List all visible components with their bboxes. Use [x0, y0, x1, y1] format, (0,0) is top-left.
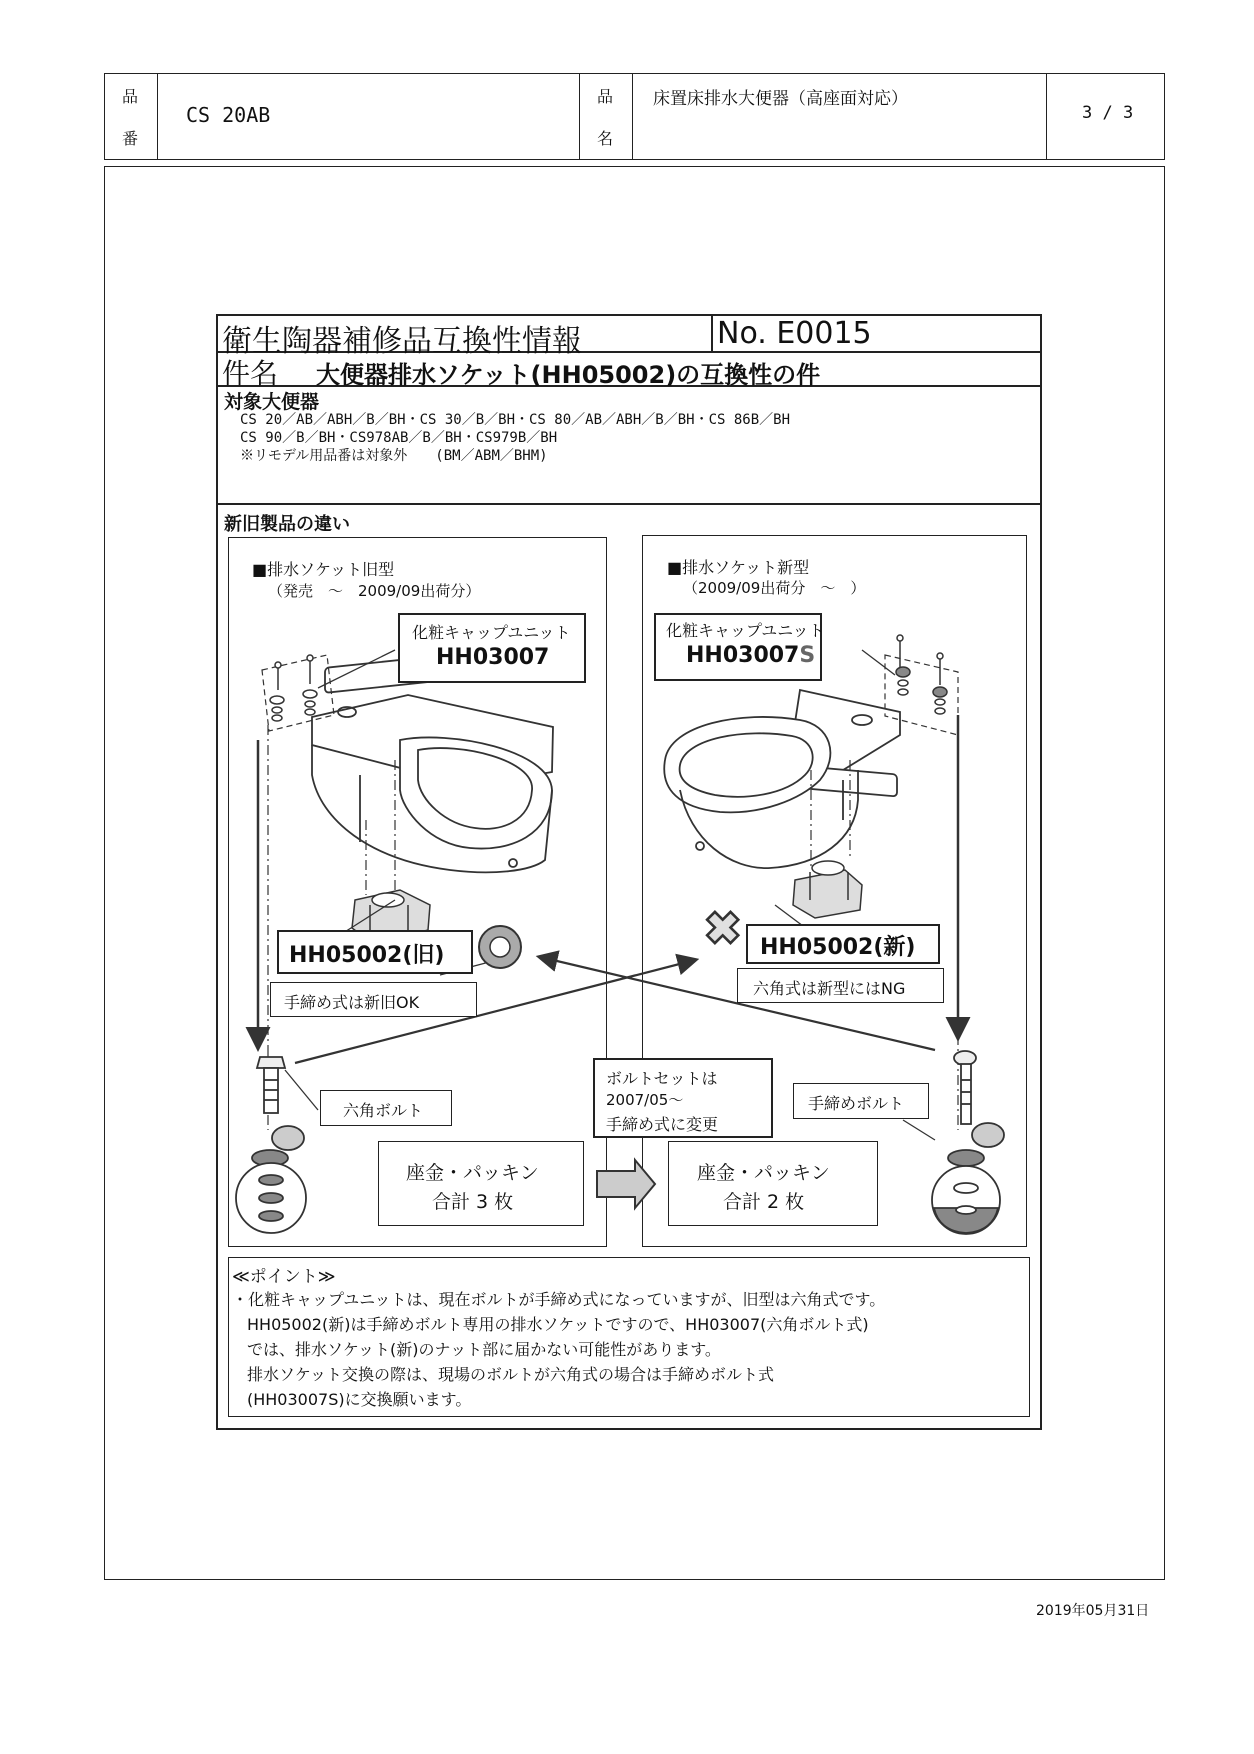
old-washer-stack-icon: [236, 1126, 306, 1233]
footer-date: 2019年05月31日: [1036, 1603, 1150, 1619]
points-line-1: ・化粧キャップユニットは、現在ボルトが手締め式になっていますが、旧型は六角式です。: [232, 1290, 886, 1309]
hinban-value: CS 20AB: [186, 103, 271, 127]
new-socket-icon: [793, 861, 862, 918]
notice-title: 衛生陶器補修品互換性情報: [222, 324, 582, 359]
hinmei-label-1: 品: [597, 87, 614, 106]
new-cap-label: 化粧キャップユニット: [666, 621, 825, 640]
points-line-5: (HH03007S)に交換願います。: [247, 1390, 472, 1409]
old-toilet-icon: [312, 654, 553, 872]
target-line-3: ※リモデル用品番は対象外 (BM／ABM／BHM): [240, 448, 548, 464]
new-type-heading: ■排水ソケット新型: [667, 558, 810, 577]
old-cap-label: 化粧キャップユニット: [412, 623, 571, 642]
points-line-2: HH05002(新)は手締めボルト専用の排水ソケットですので、HH03007(六角ボルト式): [247, 1315, 869, 1334]
old-cap-bolts-icon: [270, 655, 317, 721]
old-socket-note: 手締め式は新旧OK: [284, 993, 420, 1012]
target-heading: 対象大便器: [224, 391, 320, 413]
new-socket-note: 六角式は新型にはNG: [753, 979, 906, 998]
new-type-period: （2009/09出荷分 ～ ）: [683, 579, 866, 597]
old-cap-code: HH03007: [436, 645, 550, 670]
hinmei-label-2: 名: [597, 129, 614, 148]
points-heading: ≪ポイント≫: [232, 1267, 336, 1287]
new-socket-code: HH05002(新): [760, 935, 916, 960]
target-line-1: CS 20／AB／ABH／B／BH・CS 30／B／BH・CS 80／AB／ABH／B／BH・CS 86B／BH: [240, 412, 791, 428]
new-cap-code-suffix: S: [799, 643, 816, 668]
notice-subject: 大便器排水ソケット(HH05002)の互換性の件: [316, 361, 821, 389]
notice-number: No. E0015: [717, 316, 872, 351]
old-type-period: （発売 ～ 2009/09出荷分）: [268, 582, 481, 600]
old-washer-line1: 座金・パッキン: [406, 1162, 539, 1184]
page-number: 3 / 3: [1082, 103, 1134, 123]
big-right-arrow-icon: [597, 1160, 655, 1208]
bolt-set-line3: 手締め式に変更: [606, 1115, 719, 1134]
points-line-3: では、排水ソケット(新)のナット部に届かない可能性があります。: [247, 1340, 721, 1359]
hinban-label-2: 番: [122, 129, 139, 148]
new-cap-code-main: HH03007: [686, 643, 800, 668]
hinmei-value: 床置床排水大便器（高座面対応）: [653, 89, 908, 109]
hinban-label-1: 品: [122, 87, 139, 106]
hand-tighten-bolt-icon: [954, 1051, 976, 1124]
new-cap-bolts-icon: [896, 635, 947, 714]
new-cap-code: [686, 643, 815, 668]
subject-label: 件名: [222, 357, 279, 390]
hex-bolt-icon: [257, 1057, 285, 1113]
bolt-set-line2: 2007/05～: [606, 1091, 684, 1109]
diff-heading: 新旧製品の違い: [224, 514, 350, 535]
old-type-heading: ■排水ソケット旧型: [252, 560, 395, 579]
new-washer-line1: 座金・パッキン: [697, 1162, 830, 1184]
hex-bolt-label: 六角ボルト: [343, 1101, 424, 1120]
old-socket-code: HH05002(旧): [289, 943, 445, 968]
target-line-2: CS 90／B／BH・CS978AB／B／BH・CS979B／BH: [240, 430, 558, 446]
new-toilet-icon: [664, 690, 900, 868]
old-washer-line2: 合計 3 枚: [432, 1191, 514, 1213]
points-line-4: 排水ソケット交換の際は、現場のボルトが六角式の場合は手締めボルト式: [247, 1365, 775, 1384]
new-washer-stack-icon: [932, 1123, 1004, 1234]
new-washer-line2: 合計 2 枚: [723, 1191, 805, 1213]
hand-bolt-label: 手締めボルト: [808, 1094, 905, 1113]
bolt-set-line1: ボルトセットは: [606, 1069, 718, 1088]
ng-cross-icon: [707, 912, 738, 943]
